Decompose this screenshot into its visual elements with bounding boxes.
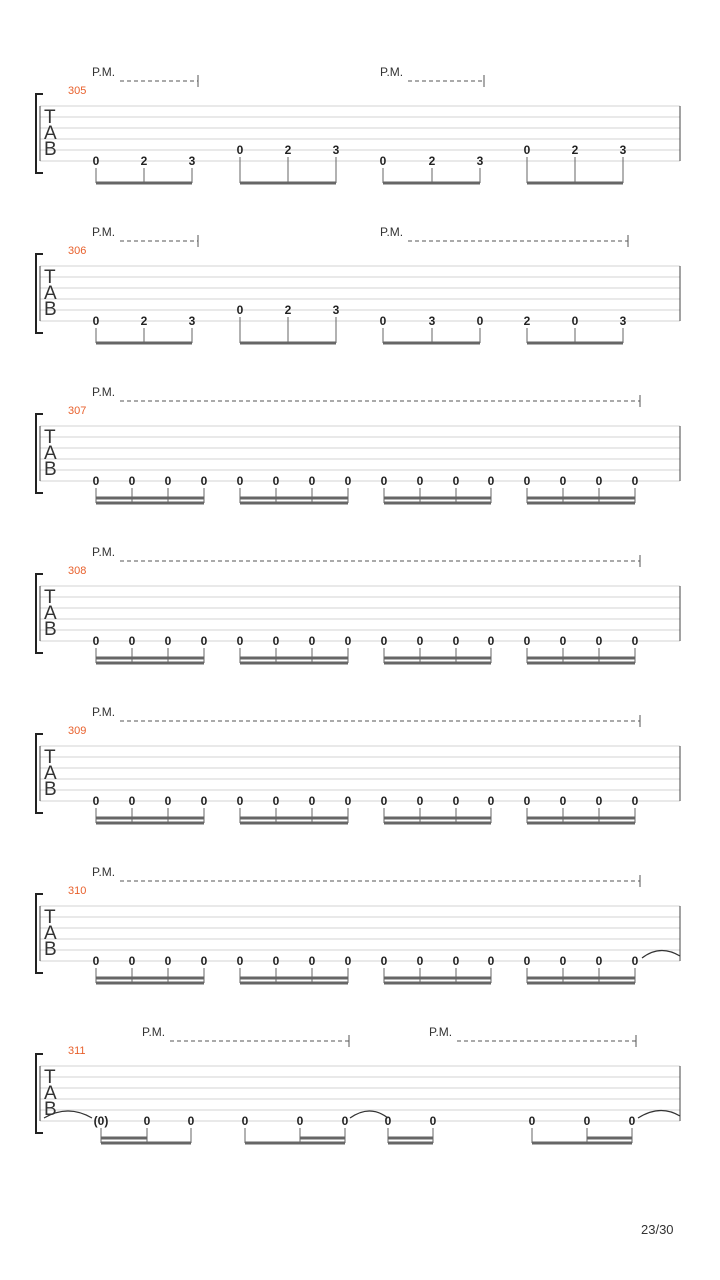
fret-number: 0 — [429, 1114, 437, 1128]
fret-number: 3 — [619, 314, 627, 328]
fret-number: 2 — [140, 154, 148, 168]
tab-clef-letter: T — [44, 267, 56, 288]
fret-number: 0 — [272, 794, 280, 808]
measure-number: 308 — [68, 565, 87, 577]
fret-number: 0 — [452, 794, 460, 808]
fret-number: 0 — [164, 794, 172, 808]
tab-clef-letter: A — [44, 443, 57, 464]
fret-number: 0 — [164, 954, 172, 968]
measure-number: 306 — [68, 245, 87, 257]
fret-number: 0 — [523, 954, 531, 968]
fret-number: 3 — [476, 154, 484, 168]
tab-clef-letter: A — [44, 923, 57, 944]
fret-number: 0 — [344, 474, 352, 488]
fret-number: 0 — [416, 954, 424, 968]
system-311 — [36, 1025, 680, 1143]
tie — [642, 950, 680, 958]
fret-number: 0 — [128, 794, 136, 808]
fret-number: 0 — [476, 314, 484, 328]
palm-mute-label: P.M. — [92, 545, 116, 559]
fret-number: 0 — [416, 634, 424, 648]
tab-clef-letter: B — [44, 779, 57, 800]
fret-number: 0 — [143, 1114, 151, 1128]
fret-number: 3 — [332, 143, 340, 157]
fret-number: 0 — [308, 794, 316, 808]
fret-number: 0 — [128, 634, 136, 648]
fret-number: 0 — [296, 1114, 304, 1128]
tie — [350, 1111, 388, 1118]
fret-number: 0 — [344, 954, 352, 968]
system-309 — [36, 705, 680, 823]
fret-number: 0 — [200, 634, 208, 648]
fret-number: 0 — [631, 634, 639, 648]
tab-clef-letter: T — [44, 587, 56, 608]
fret-number: 0 — [595, 794, 603, 808]
measure-number: 311 — [68, 1045, 86, 1057]
measure-number: 309 — [68, 725, 87, 737]
fret-number: 0 — [308, 634, 316, 648]
fret-number: 0 — [236, 954, 244, 968]
fret-number: 0 — [187, 1114, 195, 1128]
palm-mute-label: P.M. — [429, 1025, 453, 1039]
fret-number: 0 — [92, 154, 100, 168]
fret-number: 2 — [284, 303, 292, 317]
fret-number: 0 — [379, 314, 387, 328]
fret-number: 0 — [571, 314, 579, 328]
fret-number: 0 — [308, 474, 316, 488]
fret-number: 0 — [272, 474, 280, 488]
fret-number: 0 — [379, 154, 387, 168]
page-number: 23/30 — [641, 1222, 674, 1237]
palm-mute-label: P.M. — [92, 225, 116, 239]
fret-number: 0 — [528, 1114, 536, 1128]
fret-number: 0 — [559, 794, 567, 808]
fret-number: 0 — [416, 474, 424, 488]
measure-number: 310 — [68, 885, 87, 897]
fret-number: 0 — [344, 794, 352, 808]
palm-mute-label: P.M. — [380, 65, 404, 79]
tab-clef-letter: A — [44, 123, 57, 144]
fret-number: 0 — [487, 474, 495, 488]
fret-number: 0 — [380, 474, 388, 488]
tab-clef-letter: T — [44, 747, 56, 768]
fret-number: 0 — [200, 474, 208, 488]
palm-mute-label: P.M. — [380, 225, 404, 239]
system-305 — [36, 65, 680, 183]
system-307 — [36, 385, 680, 503]
tab-clef-letter: A — [44, 1083, 57, 1104]
fret-number: 0 — [236, 474, 244, 488]
fret-number: 0 — [595, 954, 603, 968]
tab-clef-letter: B — [44, 939, 57, 960]
fret-number: 0 — [487, 794, 495, 808]
fret-number: 0 — [380, 634, 388, 648]
palm-mute-label: P.M. — [92, 705, 116, 719]
fret-number: 0 — [236, 634, 244, 648]
fret-number: 2 — [523, 314, 531, 328]
fret-number: 0 — [236, 794, 244, 808]
fret-number: 0 — [523, 474, 531, 488]
system-310 — [36, 865, 680, 983]
fret-number: 0 — [200, 794, 208, 808]
tab-clef-letter: A — [44, 283, 57, 304]
fret-number: 2 — [140, 314, 148, 328]
fret-number: 0 — [559, 954, 567, 968]
fret-number: 0 — [128, 954, 136, 968]
fret-number: 0 — [164, 634, 172, 648]
fret-number: 0 — [92, 634, 100, 648]
tab-clef-letter: T — [44, 427, 56, 448]
fret-number: 0 — [164, 474, 172, 488]
system-308 — [36, 545, 680, 663]
fret-number: 0 — [92, 954, 100, 968]
tab-clef-letter: B — [44, 459, 57, 480]
measure-number: 307 — [68, 405, 87, 417]
fret-number: 0 — [308, 954, 316, 968]
fret-number: 0 — [559, 474, 567, 488]
fret-number: 0 — [523, 634, 531, 648]
fret-number: 2 — [428, 154, 436, 168]
fret-number: 0 — [559, 634, 567, 648]
fret-number: 0 — [595, 634, 603, 648]
fret-number: 0 — [452, 954, 460, 968]
fret-number: (0) — [93, 1114, 109, 1128]
fret-number: 0 — [452, 634, 460, 648]
fret-number: 0 — [272, 634, 280, 648]
fret-number: 0 — [272, 954, 280, 968]
fret-number: 3 — [188, 154, 196, 168]
fret-number: 2 — [284, 143, 292, 157]
fret-number: 0 — [92, 794, 100, 808]
fret-number: 0 — [523, 143, 531, 157]
fret-number: 3 — [332, 303, 340, 317]
tab-clef-letter: T — [44, 907, 56, 928]
fret-number: 0 — [523, 794, 531, 808]
measure-number: 305 — [68, 85, 87, 97]
tab-clef-letter: B — [44, 619, 57, 640]
fret-number: 0 — [236, 303, 244, 317]
tab-clef-letter: T — [44, 107, 56, 128]
fret-number: 3 — [619, 143, 627, 157]
fret-number: 0 — [487, 954, 495, 968]
fret-number: 0 — [344, 634, 352, 648]
tab-clef-letter: A — [44, 603, 57, 624]
fret-number: 0 — [628, 1114, 636, 1128]
fret-number: 0 — [631, 474, 639, 488]
fret-number: 3 — [188, 314, 196, 328]
palm-mute-label: P.M. — [92, 385, 116, 399]
fret-number: 2 — [571, 143, 579, 157]
tab-clef-letter: A — [44, 763, 57, 784]
fret-number: 0 — [631, 954, 639, 968]
fret-number: 0 — [200, 954, 208, 968]
fret-number: 3 — [428, 314, 436, 328]
palm-mute-label: P.M. — [92, 865, 116, 879]
fret-number: 0 — [416, 794, 424, 808]
fret-number: 0 — [583, 1114, 591, 1128]
fret-number: 0 — [341, 1114, 349, 1128]
fret-number: 0 — [92, 314, 100, 328]
fret-number: 0 — [452, 474, 460, 488]
fret-number: 0 — [487, 634, 495, 648]
fret-number: 0 — [236, 143, 244, 157]
tab-clef-letter: B — [44, 1099, 57, 1120]
system-306 — [36, 225, 680, 343]
tab-clef-letter: B — [44, 139, 57, 160]
palm-mute-label: P.M. — [142, 1025, 166, 1039]
fret-number: 0 — [128, 474, 136, 488]
tie — [638, 1110, 680, 1118]
fret-number: 0 — [380, 954, 388, 968]
tab-clef-letter: T — [44, 1067, 56, 1088]
fret-number: 0 — [595, 474, 603, 488]
fret-number: 0 — [241, 1114, 249, 1128]
fret-number: 0 — [380, 794, 388, 808]
palm-mute-label: P.M. — [92, 65, 116, 79]
fret-number: 0 — [631, 794, 639, 808]
fret-number: 0 — [384, 1114, 392, 1128]
tab-clef-letter: B — [44, 299, 57, 320]
fret-number: 0 — [92, 474, 100, 488]
